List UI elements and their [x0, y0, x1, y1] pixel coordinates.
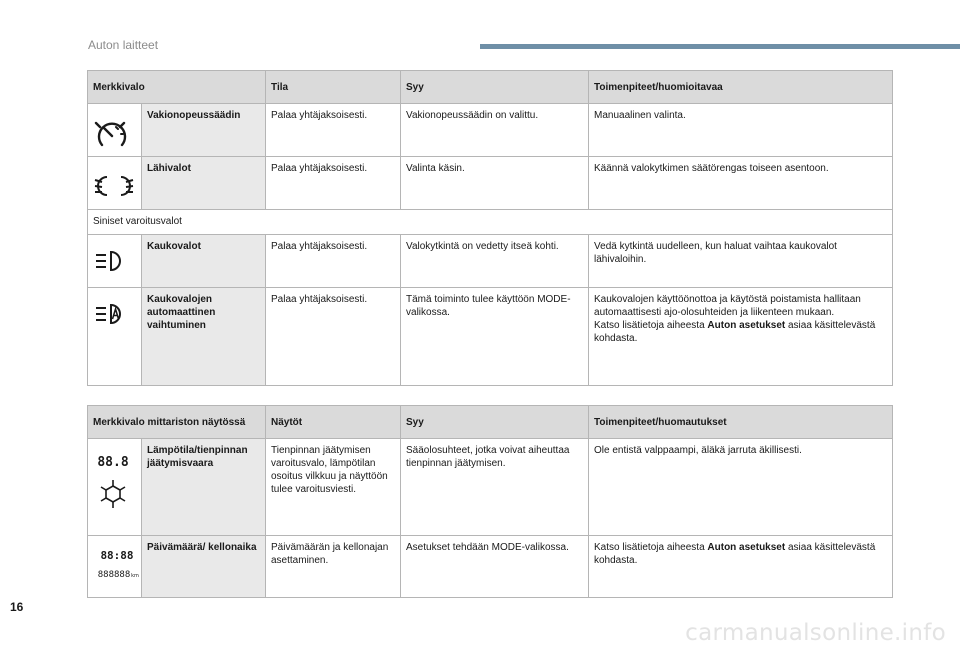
temperature-readout: 88.8 [97, 455, 129, 470]
column-header-displays: Näytöt [266, 406, 401, 439]
name-line: Kaukovalojen [147, 294, 213, 305]
cause-cell: Vakionopeussäädin on valittu. [401, 104, 589, 157]
table-row [88, 536, 893, 598]
column-header-indicator: Merkkivalo [88, 71, 266, 104]
action-cell: Vedä kytkintä uudelleen, kun haluat vaihtaa kaukovalot lähivaloihin. [589, 235, 893, 288]
display-cell: Päivämäärän ja kellonajan asettaminen. [266, 536, 401, 598]
indicator-name: Päivämäärä/ kellonaika [142, 536, 266, 598]
icon-cell [88, 104, 142, 157]
column-header-action: Toimenpiteet/huomautukset [589, 406, 893, 439]
state-cell: Palaa yhtäjaksoisesti. [266, 104, 401, 157]
table-header-row [88, 406, 893, 439]
action-cell: Käännä valokytkimen säätörengas toiseen asentoon. [589, 157, 893, 210]
display-indicators-table [87, 405, 893, 598]
action-cell [589, 288, 893, 386]
watermark: carmanualsonline.info [685, 620, 946, 646]
ref-link-auton-asetukset: Auton asetukset [707, 542, 786, 553]
table-header-row [88, 71, 893, 104]
action-text: Kaukovalojen käyttöönottoa ja käytöstä poistamista hallitaan automaattisesti ajo-olosuhteiden ja liikenteen mukaan. [594, 294, 861, 318]
cruise-control-icon [93, 117, 131, 151]
state-cell: Palaa yhtäjaksoisesti. [266, 157, 401, 210]
clock-readout: 88:88 [100, 549, 134, 562]
indicator-name: Kaukovalot [142, 235, 266, 288]
name-line: automaattinen [147, 307, 216, 318]
ref-post: asiaa käsittelevästä kohdasta. [594, 320, 876, 344]
table-row [88, 157, 893, 210]
section-title: Auton laitteet [88, 38, 159, 52]
icon-cell [88, 439, 142, 536]
state-cell: Palaa yhtäjaksoisesti. [266, 288, 401, 386]
cause-cell: Tämä toiminto tulee käyttöön MODE-valikossa. [401, 288, 589, 386]
action-cell: Manuaalinen valinta. [589, 104, 893, 157]
icon-cell [88, 536, 142, 598]
action-cell [589, 536, 893, 598]
cause-cell: Sääolosuhteet, jotka voivat aiheuttaa tienpinnan jäätymisen. [401, 439, 589, 536]
icon-cell [88, 235, 142, 288]
auto-main-beam-icon [93, 303, 127, 325]
odometer-readout: 888888 [97, 570, 131, 580]
odometer-unit: km [131, 573, 139, 579]
indicator-name: Lähivalot [142, 157, 266, 210]
icon-cell [88, 288, 142, 386]
column-header-state: Tila [266, 71, 401, 104]
date-time-display-icon [93, 547, 141, 583]
icon-cell [88, 157, 142, 210]
indicator-name: Lämpötila/tienpinnan jäätymisvaara [142, 439, 266, 536]
dipped-beam-icon [93, 174, 135, 198]
ref-post: asiaa käsittelevästä kohdasta. [594, 542, 876, 566]
table-row [88, 439, 893, 536]
ref-pre: Katso lisätietoja aiheesta [594, 542, 705, 553]
section-label: Siniset varoitusvalot [88, 210, 893, 235]
name-line: vaihtuminen [147, 320, 206, 331]
column-header-indicator: Merkkivalo mittariston näytössä [88, 406, 266, 439]
column-header-cause: Syy [401, 406, 589, 439]
main-beam-icon [93, 250, 127, 272]
column-header-cause: Syy [401, 71, 589, 104]
state-cell: Palaa yhtäjaksoisesti. [266, 235, 401, 288]
cause-cell: Valokytkintä on vedetty itseä kohti. [401, 235, 589, 288]
section-row [88, 210, 893, 235]
ref-pre: Katso lisätietoja aiheesta [594, 320, 705, 331]
header-accent-bar [480, 44, 960, 49]
indicator-name [142, 288, 266, 386]
cause-cell: Asetukset tehdään MODE-valikossa. [401, 536, 589, 598]
indicator-name: Vakionopeussäädin [142, 104, 266, 157]
table-row [88, 104, 893, 157]
display-cell: Tienpinnan jäätymisen varoitusvalo, lämpötilan osoitus vilkkuu ja näyttöön tulee varoitusviesti. [266, 439, 401, 536]
column-header-action: Toimenpiteet/huomioitavaa [589, 71, 893, 104]
ice-warning-icon [93, 450, 133, 514]
page-number: 16 [10, 600, 24, 614]
table-row [88, 235, 893, 288]
warning-lights-table [87, 70, 893, 386]
table-row [88, 288, 893, 386]
cause-cell: Valinta käsin. [401, 157, 589, 210]
ref-link-auton-asetukset: Auton asetukset [707, 320, 786, 331]
action-cell: Ole entistä valppaampi, äläkä jarruta äkillisesti. [589, 439, 893, 536]
